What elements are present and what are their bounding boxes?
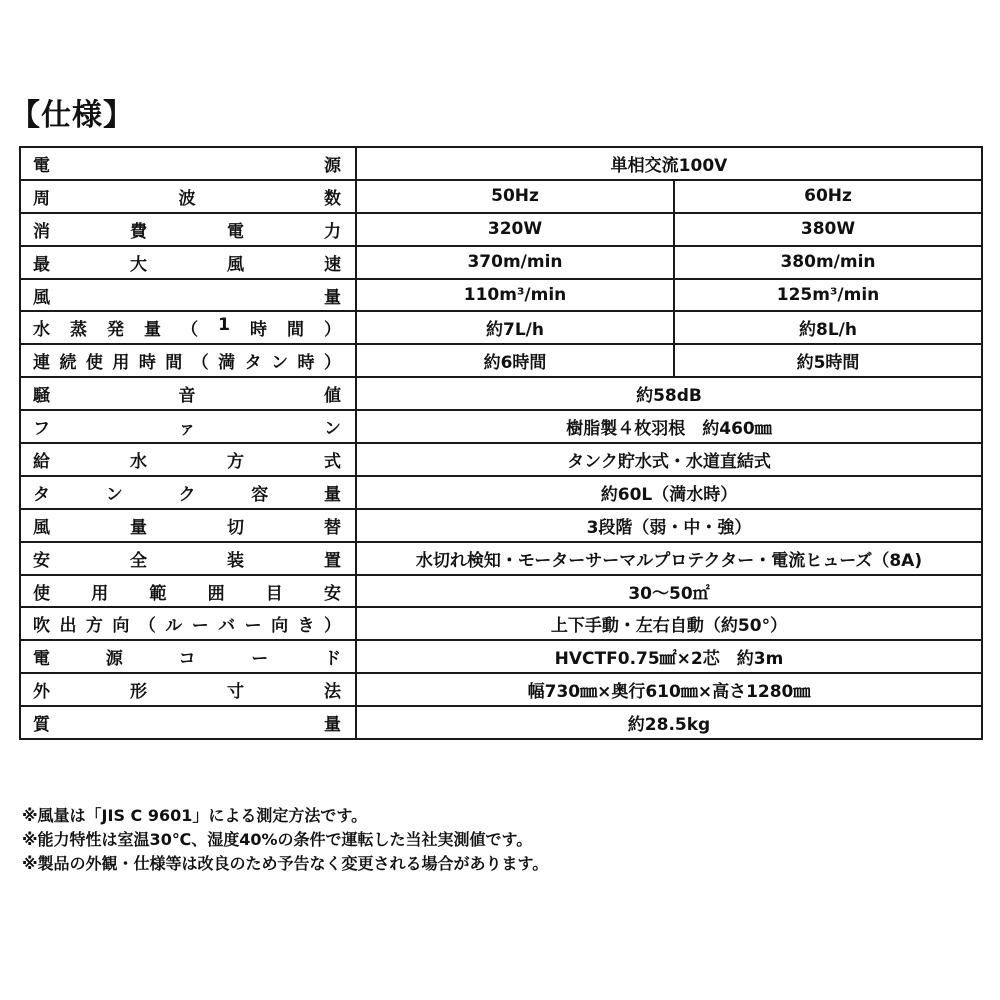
spec-label: 質 量 xyxy=(33,715,341,736)
spec-value: 60Hz xyxy=(674,180,982,213)
spec-label: フ ァ ン xyxy=(33,419,341,440)
spec-label-cell xyxy=(20,673,356,706)
spec-label: 吹 出 方 向 （ ル ー バ ー 向 き ） xyxy=(33,616,341,637)
note-item: ※風量は「JIS C 9601」による測定方法です。 xyxy=(22,806,368,825)
table-row xyxy=(20,147,982,180)
spec-value: 30～50㎡ xyxy=(356,575,982,608)
spec-label: 最 大 風 速 xyxy=(33,254,341,275)
note-item: ※製品の外観・仕様等は改良のため予告なく変更される場合があります。 xyxy=(22,854,549,873)
spec-label-cell xyxy=(20,213,356,246)
spec-value: タンク貯水式・水道直結式 xyxy=(356,443,982,476)
spec-label: 電 源 コ ー ド xyxy=(33,649,341,670)
table-row xyxy=(20,311,982,344)
spec-value: 樹脂製４枚羽根 約460㎜ xyxy=(356,410,982,443)
spec-label-cell xyxy=(20,344,356,377)
spec-label-cell xyxy=(20,476,356,509)
spec-label-cell xyxy=(20,377,356,410)
spec-value: 約58dB xyxy=(356,377,982,410)
note-item: ※能力特性は室温30℃、湿度40%の条件で運転した当社実測値です。 xyxy=(22,830,533,849)
spec-value: HVCTF0.75㎟×2芯 約3m xyxy=(356,640,982,673)
spec-value: 上下手動・左右自動（約50°） xyxy=(356,607,982,640)
table-row xyxy=(20,344,982,377)
spec-label: 安 全 装 置 xyxy=(33,550,341,571)
notes xyxy=(22,804,548,876)
spec-label-cell xyxy=(20,246,356,279)
spec-table-body xyxy=(20,147,982,739)
spec-value: 50Hz xyxy=(356,180,674,213)
spec-label-cell xyxy=(20,410,356,443)
table-row xyxy=(20,410,982,443)
table-row xyxy=(20,246,982,279)
spec-value: 約5時間 xyxy=(674,344,982,377)
spec-label-cell xyxy=(20,311,356,344)
spec-label: 外 形 寸 法 xyxy=(33,682,341,703)
spec-table xyxy=(19,146,983,740)
spec-value: 370m/min xyxy=(356,246,674,279)
table-row xyxy=(20,509,982,542)
spec-value: 3段階（弱・中・強） xyxy=(356,509,982,542)
spec-label-cell xyxy=(20,443,356,476)
table-row xyxy=(20,180,982,213)
spec-label: 騒 音 値 xyxy=(33,386,341,407)
spec-value: 380m/min xyxy=(674,246,982,279)
table-row xyxy=(20,673,982,706)
table-row xyxy=(20,213,982,246)
spec-value: 約60L（満水時） xyxy=(356,476,982,509)
spec-label-cell xyxy=(20,509,356,542)
spec-label-cell xyxy=(20,180,356,213)
spec-label: 使 用 範 囲 目 安 xyxy=(33,583,341,604)
spec-value: 約7L/h xyxy=(356,311,674,344)
spec-value: 水切れ検知・モーターサーマルプロテクター・電流ヒューズ（8A) xyxy=(356,542,982,575)
spec-label: 風 量 切 替 xyxy=(33,517,341,538)
spec-value: 380W xyxy=(674,213,982,246)
spec-value: 125m³/min xyxy=(674,279,982,312)
spec-label: 給 水 方 式 xyxy=(33,451,341,472)
spec-value: 約8L/h xyxy=(674,311,982,344)
page-title: 【仕様】 xyxy=(10,98,134,133)
table-row xyxy=(20,279,982,312)
spec-value: 約6時間 xyxy=(356,344,674,377)
spec-value: 110m³/min xyxy=(356,279,674,312)
table-row xyxy=(20,706,982,739)
spec-label: 風 量 xyxy=(33,287,341,308)
table-row xyxy=(20,542,982,575)
spec-label: 周 波 数 xyxy=(33,188,341,209)
spec-label-cell xyxy=(20,279,356,312)
table-row xyxy=(20,476,982,509)
spec-label: 水 蒸 発 量 （ 1 時 間 ） xyxy=(33,315,341,341)
table-row xyxy=(20,607,982,640)
table-row xyxy=(20,640,982,673)
table-row xyxy=(20,443,982,476)
spec-value: 約28.5kg xyxy=(356,706,982,739)
spec-label: 電 源 xyxy=(33,155,341,176)
spec-label: 消 費 電 力 xyxy=(33,221,341,242)
spec-value: 単相交流100V xyxy=(356,147,982,180)
spec-label: 連 続 使 用 時 間 （ 満 タ ン 時 ） xyxy=(33,353,341,374)
table-row xyxy=(20,377,982,410)
spec-label-cell xyxy=(20,607,356,640)
spec-label: タ ン ク 容 量 xyxy=(33,484,341,505)
table-row xyxy=(20,575,982,608)
spec-label-cell xyxy=(20,706,356,739)
spec-value: 320W xyxy=(356,213,674,246)
spec-value: 幅730㎜×奥行610㎜×高さ1280㎜ xyxy=(356,673,982,706)
spec-label-cell xyxy=(20,575,356,608)
spec-label-cell xyxy=(20,640,356,673)
spec-label-cell xyxy=(20,542,356,575)
spec-label-cell xyxy=(20,147,356,180)
